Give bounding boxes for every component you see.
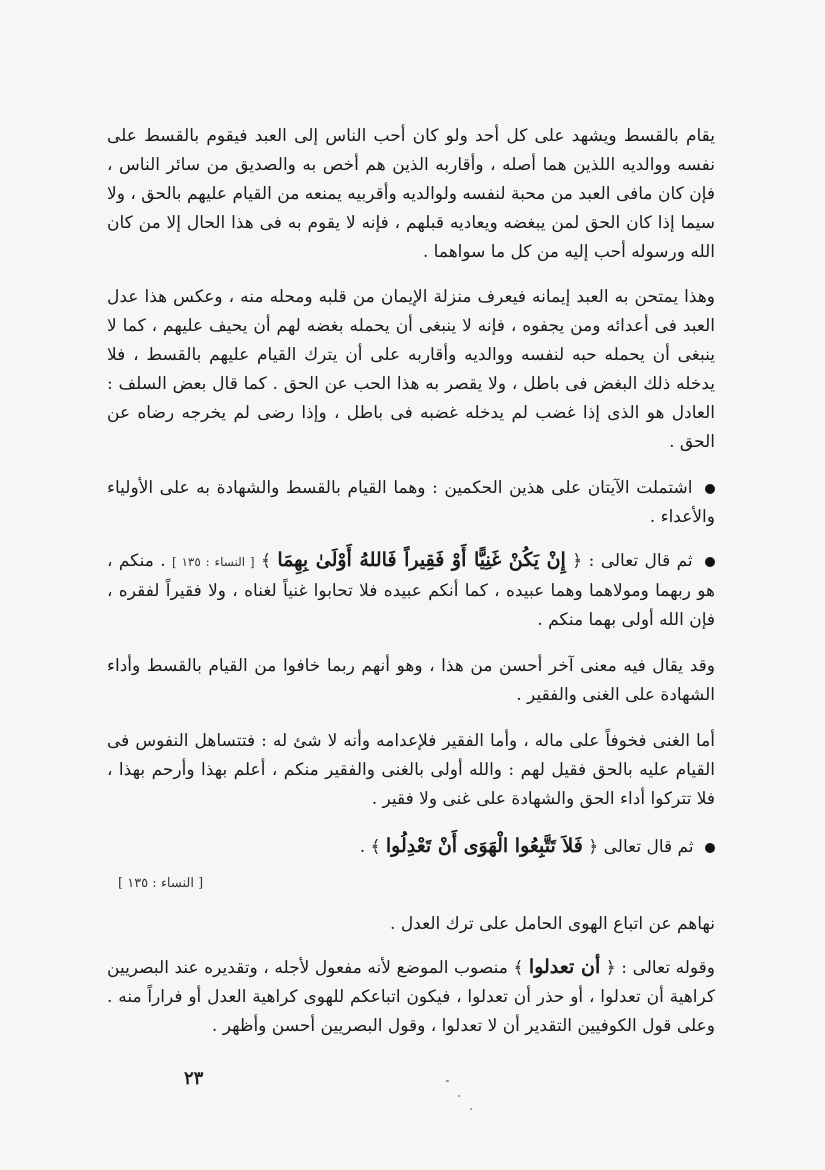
paragraph-2 — [107, 283, 715, 457]
paragraph-1 — [107, 122, 715, 267]
verse-reference-line: [ النساء : ١٣٥ ] — [118, 876, 204, 891]
paragraph-6 — [107, 727, 715, 814]
paragraph-tail: . منكم ، هو ربهما ومولاهما وهما عبيده ، كما أنكم عبيده فلا تحابوا غنياً لغناه ، ولا فقيراً لفقره ، فإن الله أولى بهما منكم . — [107, 551, 715, 630]
paragraph-text: وهذا يمتحن به العبد إيمانه فيعرف منزلة الإيمان من قلبه ومحله منه ، وعكس هذا عدل العبد فى أعدائه ومن يجفوه ، فإنه لا ينبغى أن يحمله بغضه لهم أن يحيف عليهم ، كما لا ينبغى أن يحمله حبه لنفسه ووالديه وأقاربه على أن يترك القيام عليهم بالقسط ، فلا يدخله ذلك البغض فى باطل ، ولا يقصر به هذا الحب عن الحق . كما قال بعض السلف : العادل هو الذى إذا غضب لم يدخله غضبه فى باطل ، وإذا رضى لم يخرجه رضاه عن الحق . — [107, 287, 715, 452]
paragraph-5 — [107, 652, 715, 710]
bullet-icon — [705, 484, 715, 494]
scan-speck — [470, 1108, 472, 1110]
paragraph-7 — [107, 832, 715, 862]
paragraph-3 — [107, 474, 715, 532]
paragraph-text: اشتملت الآيتان على هذين الحكمين : وهما القيام بالقسط والشهادة به على الأولياء والأعداء . — [107, 478, 715, 527]
verse-close: ﴾ . — [359, 837, 381, 857]
verse-close: ﴾ — [513, 958, 524, 978]
quran-verse: أن تعدلوا — [528, 956, 601, 978]
paragraph-text: وقد يقال فيه معنى آخر أحسن من هذا ، وهو أنهم ربما خافوا من القيام بالقسط وأداء الشهادة على الغنى والفقير . — [107, 656, 715, 705]
verse-reference: [ النساء : ١٣٥ ] — [172, 555, 255, 569]
paragraph-lead: وقوله تعالى : ﴿ — [605, 958, 716, 978]
paragraph-8 — [107, 910, 715, 939]
paragraph-lead: ثم قال تعالى : ﴿ — [572, 551, 693, 571]
paragraph-text: يقام بالقسط ويشهد على كل أحد ولو كان أحب الناس إلى العبد فيقوم بالقسط على نفسه ووالديه اللذين هما أصله ، وأقاربه الذين هم أخص به والصديق من سائر الناس ، فإن كان مافى العبد من محبة لنفسه ولوالديه وأقربيه يمنعه من القيام عليهم بالحق ، ولا سيما إذا كان الحق لمن يبغضه ويعاديه قبلهم ، فإنه لا يقوم به فى هذا الحال إلا من كان الله ورسوله أحب إليه من كل ما سواهما . — [107, 126, 715, 262]
bullet-icon — [705, 843, 715, 853]
scan-speck — [458, 1095, 460, 1097]
scan-speck — [446, 1080, 449, 1082]
paragraph-4 — [107, 546, 715, 635]
bullet-icon — [705, 557, 715, 567]
quran-verse: إِنْ يَكُنْ غَنِيًّا أَوْ فَقِيراً فَاللهُ أَوْلَىٰ بِهِمَا — [277, 549, 566, 571]
paragraph-9 — [107, 953, 715, 1041]
paragraph-lead: ثم قال تعالى ﴿ — [588, 837, 694, 857]
verse-close: ﴾ — [260, 551, 271, 571]
paragraph-text: نهاهم عن اتباع الهوى الحامل على ترك العدل . — [390, 914, 715, 934]
page-number: ٢٣ — [184, 1068, 204, 1089]
paragraph-tail: منصوب الموضع لأنه مفعول لأجله ، وتقديره عند البصريين كراهية أن تعدلوا ، أو حذر أن تعدلوا ، فيكون اتباعكم للهوى كراهية العدل أو فراراً منه . وعلى قول الكوفيين التقدير أن لا تعدلوا ، وقول البصريين أحسن وأظهر . — [107, 958, 715, 1036]
paragraph-text: أما الغنى فخوفاً على ماله ، وأما الفقير فلإعدامه وأنه لا شئ له : فتتساهل النفوس فى القيام عليه بالحق فقيل لهم : والله أولى بالغنى والفقير منكم ، أعلم بهذا وأرحم بهذا ، فلا تتركوا أداء الحق والشهادة على غنى ولا فقير . — [107, 731, 715, 809]
quran-verse: فَلاَ تَتَّبِعُوا الْهَوَى أَنْ تَعْدِلُوا — [385, 835, 583, 857]
